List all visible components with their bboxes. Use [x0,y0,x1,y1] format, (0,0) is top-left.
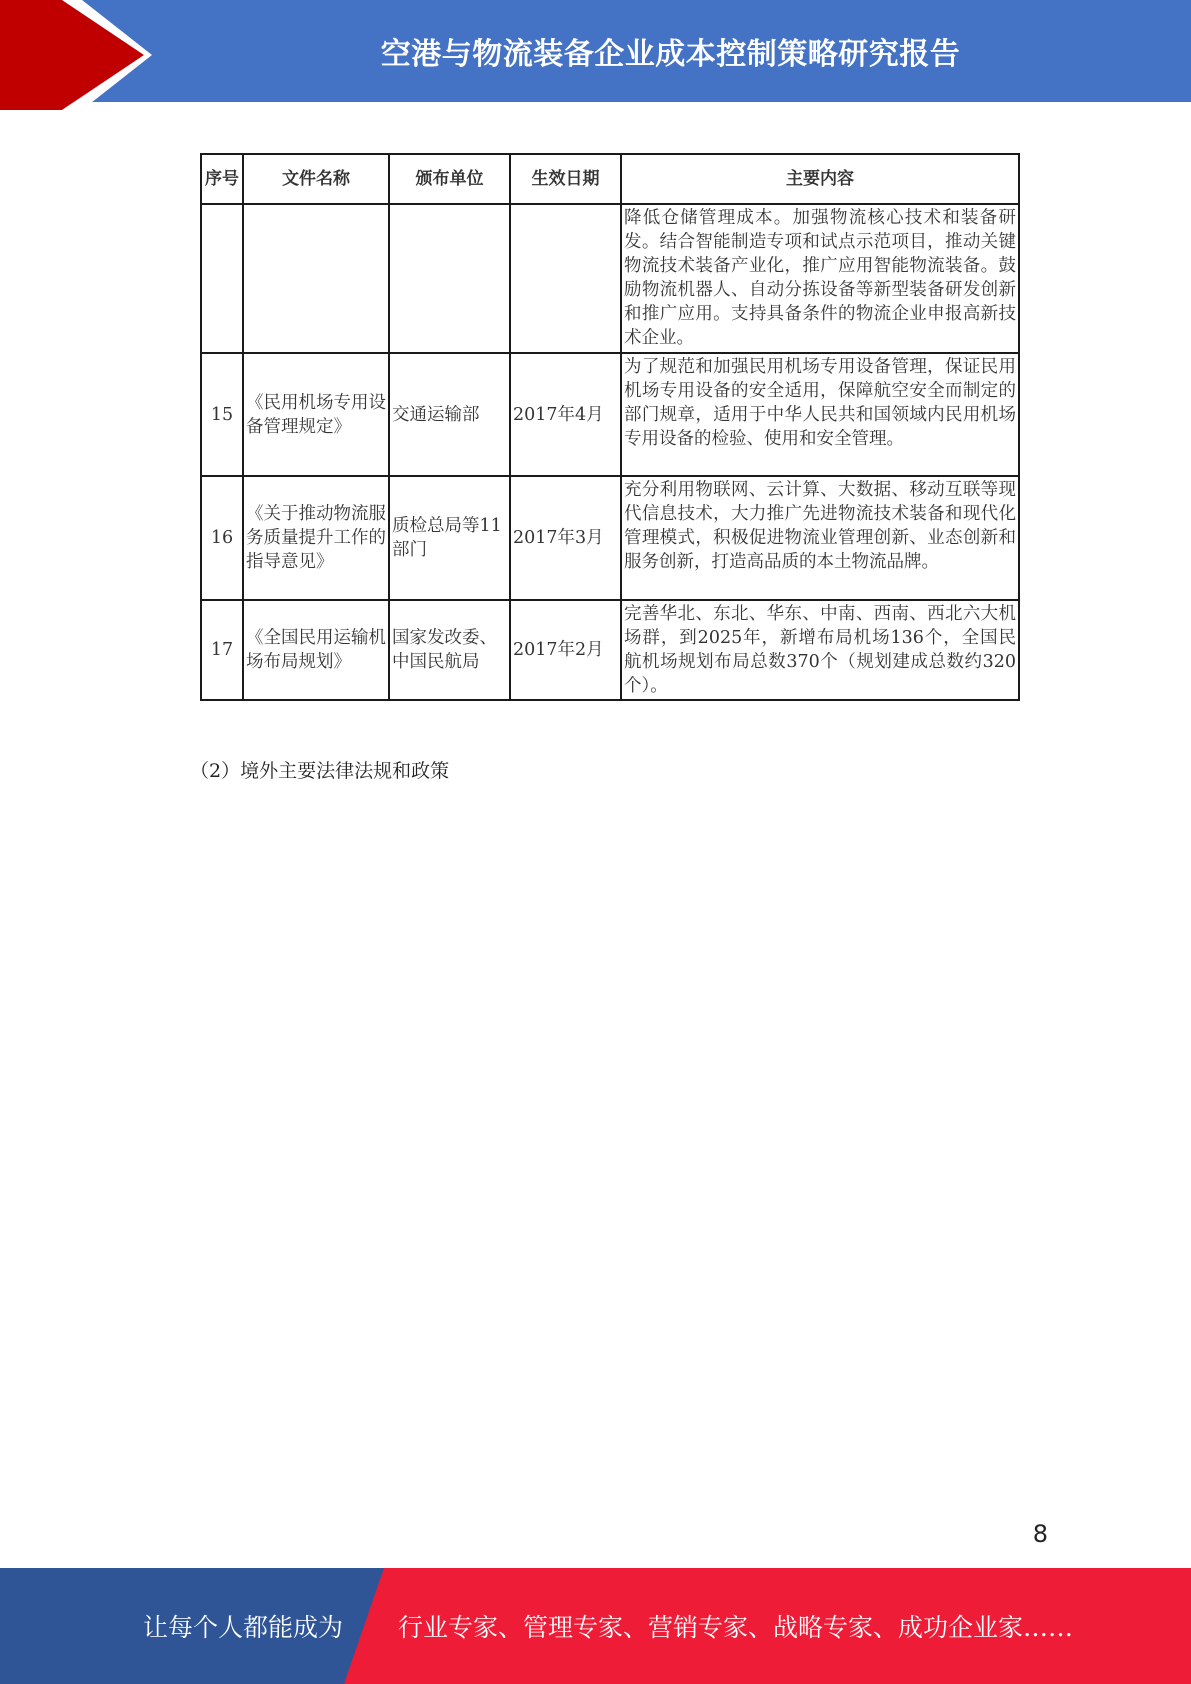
cell-main-content: 为了规范和加强民用机场专用设备管理，保证民用机场专用设备的安全适用，保障航空安全而制定的部门规章，适用于中华人民共和国领域内民用机场专用设备的检验、使用和安全管理。 [621,353,1019,476]
cell-main-content: 降低仓储管理成本。加强物流核心技术和装备研发。结合智能制造专项和试点示范项目，推动关键物流技术装备产业化，推广应用智能物流装备。鼓励物流机器人、自动分拣设备等新型装备研发创新和推广应用。支持具备条件的物流企业申报高新技术企业。 [621,204,1019,353]
header-effective-date: 生效日期 [510,154,621,204]
cell-index: 17 [201,600,243,700]
header-issuer: 颁布单位 [389,154,510,204]
cell-issuer: 国家发改委、中国民航局 [389,600,510,700]
report-title: 空港与物流装备企业成本控制策略研究报告 [380,37,961,72]
cell-effective-date: 2017年2月 [510,600,621,700]
cell-effective-date: 2017年4月 [510,353,621,476]
footer-slogan-left: 让每个人都能成为 [143,1613,344,1642]
header-main-content: 主要内容 [621,154,1019,204]
table-row [201,353,1019,476]
page-footer [0,1568,1191,1684]
cell-main-content: 充分利用物联网、云计算、大数据、移动互联等现代信息技术，大力推广先进物流技术装备和现代化管理模式，积极促进物流业管理创新、业态创新和服务创新，打造高品质的本土物流品牌。 [621,476,1019,600]
cell-document-name [243,204,389,353]
header-document-name: 文件名称 [243,154,389,204]
table-row [201,600,1019,700]
cell-issuer: 质检总局等11部门 [389,476,510,600]
regulations-table-container [200,153,1020,701]
table-row [201,204,1019,353]
table-row [201,476,1019,600]
cell-index [201,204,243,353]
regulations-table [200,153,1020,701]
cell-index: 16 [201,476,243,600]
cell-document-name: 《关于推动物流服务质量提升工作的指导意见》 [243,476,389,600]
cell-issuer [389,204,510,353]
page-header [0,0,1191,111]
page-number: 8 [1032,1520,1048,1548]
cell-effective-date: 2017年3月 [510,476,621,600]
header-index: 序号 [201,154,243,204]
section-subheading: （2）境外主要法律法规和政策 [190,760,450,782]
table-header-row [201,154,1019,204]
cell-index: 15 [201,353,243,476]
cell-main-content: 完善华北、东北、华东、中南、西南、西北六大机场群，到2025年，新增布局机场136个，全国民航机场规划布局总数370个（规划建成总数约320个）。 [621,600,1019,700]
cell-effective-date [510,204,621,353]
cell-issuer: 交通运输部 [389,353,510,476]
cell-document-name: 《民用机场专用设备管理规定》 [243,353,389,476]
footer-slogan-right: 行业专家、管理专家、营销专家、战略专家、成功企业家…… [398,1613,1074,1642]
cell-document-name: 《全国民用运输机场布局规划》 [243,600,389,700]
